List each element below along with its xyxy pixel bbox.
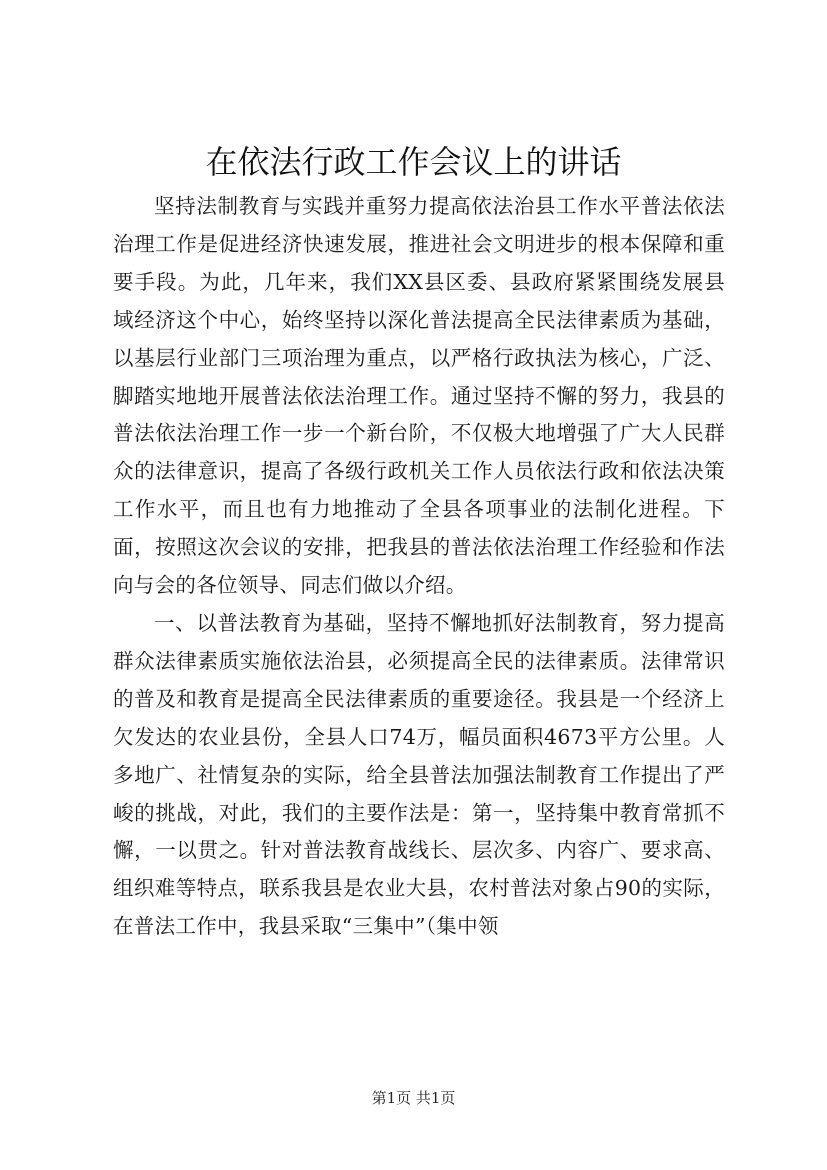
page-footer: 第1页 共1页 bbox=[371, 1089, 456, 1107]
document-body bbox=[113, 188, 725, 946]
paragraph: 一、以普法教育为基础，坚持不懈地抓好法制教育，努力提高群众法律素质实施依法治县，必须提高全民的法律素质。法律常识的普及和教育是提高全民法律素质的重要途径。我县是一个经济上欠发达的农业县份，全县人口74万，幅员面积4673平方公里。人多地广、社情复杂的实际，给全县普法加强法制教育工作提出了严峻的挑战，对此，我们的主要作法是：第一，坚持集中教育常抓不懈，一以贯之。针对普法教育战线长、层次多、内容广、要求高、组织难等特点，联系我县是农业大县，农村普法对象占90的实际，在普法工作中，我县采取“三集中”（集中领 bbox=[113, 610, 725, 939]
paragraph: 坚持法制教育与实践并重努力提高依法治县工作水平普法依法治理工作是促进经济快速发展，推进社会文明进步的根本保障和重要手段。为此，几年来，我们XX县区委、县政府紧紧围绕发展县域经济这个中心，始终坚持以深化普法提高全民法律素质为基础，以基层行业部门三项治理为重点，以严格行政执法为核心，广泛、脚踏实地地开展普法依法治理工作。通过坚持不懈的努力，我县的普法依法治理工作一步一个新台阶，不仅极大地增强了广大人民群众的法律意识，提高了各级行政机关工作人员依法行政和依法决策工作水平，而且也有力地推动了全县各项事业的法制化进程。下面，按照这次会议的安排，把我县的普法依法治理工作经验和作法向与会的各位领导、同志们做以介绍。 bbox=[113, 194, 725, 598]
document-title: 在依法行政工作会议上的讲话 bbox=[205, 143, 622, 181]
